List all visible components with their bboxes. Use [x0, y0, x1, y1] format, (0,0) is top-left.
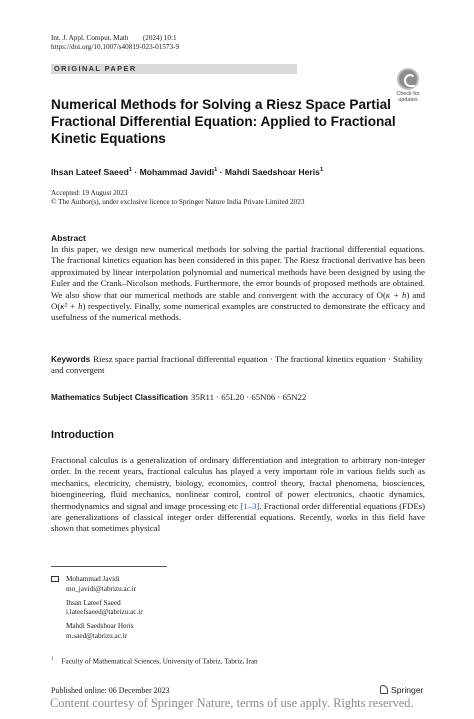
introduction-text: [51, 455, 425, 535]
affiliation-number: 1: [51, 657, 54, 662]
author-affiliation-mark: 1: [214, 167, 218, 173]
author-affiliation-mark: 1: [319, 167, 324, 173]
publisher-logo: [380, 685, 423, 695]
contact-name: Ihsan Lateef Saeed: [66, 598, 121, 607]
article-meta: [51, 189, 304, 208]
courtesy-watermark: Content courtesy of Springer Nature, terms of use apply. Rights reserved.: [50, 696, 414, 710]
paper-title: Numerical Methods for Solving a Riesz Space Partial Fractional Differential Equation: Applied to Fractional Kinetic Equations: [51, 97, 396, 146]
keywords-text: Riesz space partial fractional differential equation · The fractional kinetics equation · Stability and convergent: [51, 354, 423, 376]
author-separator: ·: [217, 166, 225, 177]
contact-email[interactable]: m.saed@tabrizu.ac.ir: [66, 631, 128, 640]
contact-block: [66, 622, 326, 641]
author-name: Mohammad Javidi: [139, 166, 215, 177]
footnote-divider: [51, 566, 167, 567]
publisher-name: Springer: [391, 685, 424, 695]
author-name: Ihsan Lateef Saeed: [51, 166, 129, 177]
article-type-banner: [51, 64, 297, 74]
author-separator: ·: [131, 166, 140, 177]
doi-link[interactable]: https://doi.org/10.1007/s40819-023-01573-9: [51, 43, 180, 51]
contact-name: Mohammad Javidi: [66, 575, 120, 583]
journal-name: Int. J. Appl. Comput. Math: [51, 34, 129, 42]
abstract-text-part: In this paper, we design new numerical methods for solving the partial fractional differential equations. The fractional kinetics equation has been considered in this paper. The Riesz fractional derivative has been approximated by linear interpolation polynomial and numerical methods have been designed by using the Euler and the Crank–Nicolson methods. Furthermore, the error bounds of proposed methods are obtained. We also show that our numerical methods are stable and convergent with the accuracy of O(: [51, 244, 425, 300]
springer-horse-icon: [380, 685, 388, 694]
contact-block: [66, 599, 326, 618]
abstract-math: κ² + h: [60, 301, 83, 312]
check-updates-line2: updates: [398, 97, 418, 103]
crossmark-icon: [397, 68, 419, 90]
author-affiliation-mark: 1: [128, 167, 132, 173]
published-date: Published online: 06 December 2023: [51, 686, 170, 695]
keywords: [51, 354, 425, 377]
journal-volume: (2024) 10:1: [142, 34, 177, 42]
contact-name: Mahdi Saedshoar Heris: [66, 622, 134, 631]
citation-link[interactable]: [1–3]: [240, 500, 260, 511]
article-type-label: ORIGINAL PAPER: [54, 64, 137, 73]
msc-classification: [51, 392, 425, 403]
introduction-heading: Introduction: [51, 429, 114, 441]
introduction-text-part: . Fractional order differential equations (FDEs) are generalizations of classical integer order differential equations. Recently, works in this field have shown that sometimes physical: [51, 500, 425, 534]
introduction-text-part: Fractional calculus is a generalization of ordinary differentiation and integration to arbitrary non-integer order. In the recent years, fractional calculus has played a very important role in various fields such as mechanics, electricity, chemistry, biology, economics, control theory, fractal phenomena, biosciences, bioengineering, fluid mechanics, nonlinear control, control of power electronics, chaotic dynamics, thermodynamics and signal and image processing etc: [51, 455, 425, 511]
contact-block: [66, 575, 326, 594]
abstract-text: [51, 244, 425, 324]
journal-header: [51, 34, 179, 52]
msc-text: 35R11 · 65L20 · 65N06 · 65N22: [190, 392, 307, 402]
abstract-heading: Abstract: [51, 233, 86, 243]
author-contacts: [51, 575, 311, 646]
msc-label: Mathematics Subject Classification: [51, 393, 188, 402]
affiliation-text: Faculty of Mathematical Sciences, University of Tabriz, Tabriz, Iran: [61, 657, 258, 666]
accepted-date: Accepted: 19 August 2023: [51, 189, 128, 197]
keywords-label: Keywords: [51, 355, 91, 364]
contact-email[interactable]: mo_javidi@tabrizu.ac.ir: [66, 584, 137, 593]
author-list: [51, 165, 323, 178]
copyright-notice: © The Author(s), under exclusive licence to Springer Nature India Private Limited 2023: [51, 198, 305, 207]
abstract-text-part: ) respectively. Finally, some numerical examples are constructed to demonstrate the efficacy and usefulness of the numerical methods.: [51, 301, 425, 323]
contact-email[interactable]: i.lateefsaeed@tabrizu.ac.ir: [66, 608, 143, 617]
envelope-icon: [51, 576, 59, 582]
check-updates-line1: Check for: [396, 91, 420, 97]
affiliation: [51, 655, 258, 666]
abstract-text-part: ) and O(: [51, 289, 425, 312]
abstract-math: κ + h: [385, 289, 407, 300]
author-name: Mahdi Saedshoar Heris: [224, 166, 320, 177]
